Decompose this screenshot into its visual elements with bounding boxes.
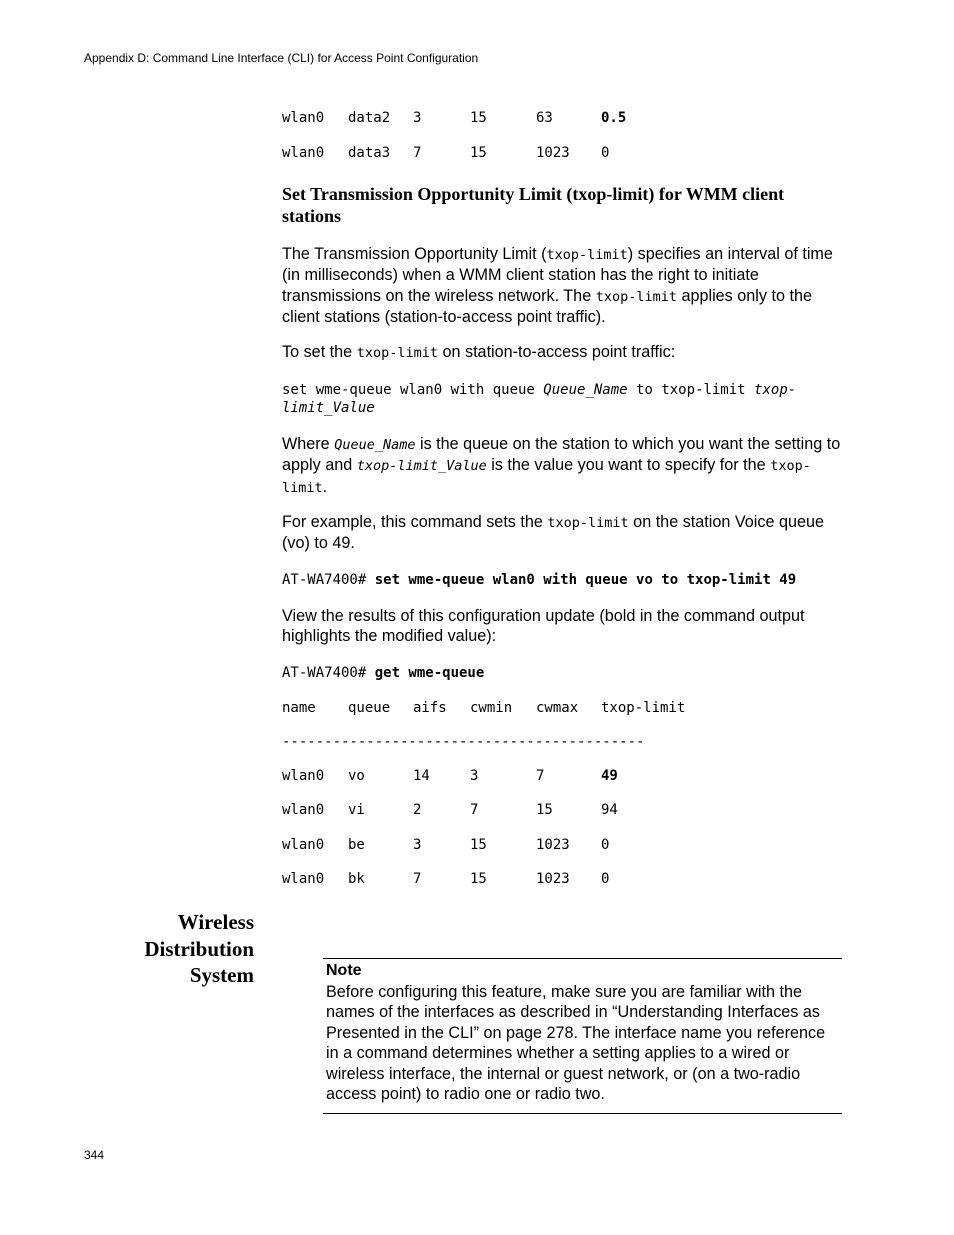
command-example [282, 572, 796, 590]
table-separator: ------------------------------------------- [282, 734, 645, 750]
table-cell: 94 [601, 802, 618, 818]
paragraph-where: Where Queue_Name is the queue on the station to which you want the setting to apply and txop-limit_Value is the value you want to specify for the txop-limit. [282, 435, 841, 496]
table-cell: wlan0 [282, 837, 325, 853]
section-title-line: Wireless [177, 910, 254, 934]
table-cell: 15 [536, 802, 553, 818]
table-cell-highlight: 49 [601, 768, 618, 784]
table-cell: 3 [413, 110, 422, 126]
cli-prompt: AT-WA7400# [282, 665, 375, 681]
paragraph-txop-intro: The Transmission Opportunity Limit (txop-limit) specifies an interval of time (in milliseconds) when a WMM client station has the right to initiate transmissions on the wireless network. The txop-limit applies only to the client stations (station-to-access point traffic). [282, 245, 833, 327]
table-cell: 15 [470, 145, 487, 161]
table-cell: 15 [470, 871, 487, 887]
section-heading-txop: Set Transmission Opportunity Limit (txop-limit) for WMM client stations [282, 184, 785, 226]
table-cell: wlan0 [282, 110, 325, 126]
table-cell: 2 [413, 802, 422, 818]
table-cell: wlan0 [282, 802, 325, 818]
cli-prompt: AT-WA7400# [282, 572, 375, 588]
table-cell: bk [348, 871, 365, 887]
section-title-line: Distribution [144, 936, 254, 961]
table-cell: 7 [413, 145, 422, 161]
table-cell: 0 [601, 145, 610, 161]
table-cell: 14 [413, 768, 430, 784]
section-title-wds [120, 909, 254, 989]
table-cell: 0 [601, 837, 610, 853]
column-header: name [282, 700, 316, 716]
section-title-line: System [189, 963, 254, 987]
column-header: aifs [413, 700, 447, 716]
table-cell: data3 [348, 145, 391, 161]
table-cell: wlan0 [282, 871, 325, 887]
command-syntax: set wme-queue wlan0 with queue Queue_Name to txop-limit txop-limit_Value [282, 382, 797, 416]
cli-command: get wme-queue [374, 665, 485, 681]
paragraph-example: For example, this command sets the txop-limit on the station Voice queue (vo) to 49. [282, 513, 824, 553]
command-get [282, 665, 484, 683]
table-cell: 7 [413, 871, 422, 887]
note-label: Note [326, 962, 362, 979]
column-header: cwmin [470, 700, 513, 716]
table-cell: data2 [348, 110, 391, 126]
table-cell: 7 [536, 768, 545, 784]
table-cell: vi [348, 802, 365, 818]
column-header: txop-limit [601, 700, 686, 716]
table-cell: 3 [470, 768, 479, 784]
cli-command: set wme-queue wlan0 with queue vo to txop-limit 49 [374, 572, 797, 588]
table-cell: 15 [470, 110, 487, 126]
table-cell: be [348, 837, 365, 853]
table-cell: 1023 [536, 837, 570, 853]
column-header: cwmax [536, 700, 579, 716]
table-cell: 0 [601, 871, 610, 887]
page-number: 344 [84, 1148, 105, 1162]
paragraph-view-results: View the results of this configuration update (bold in the command output highlights the modified value): [282, 607, 805, 646]
table-cell: 1023 [536, 145, 570, 161]
note-text: Before configuring this feature, make sure you are familiar with the names of the interfaces as described in “Understanding Interfaces as Presented in the CLI” on page 278. The interface name you reference in a command determines whether a setting applies to a wired or wireless interface, the internal or guest network, or (on a two-radio access point) to radio one or radio two. [326, 983, 826, 1104]
table-cell: 15 [470, 837, 487, 853]
table-cell: 1023 [536, 871, 570, 887]
table-cell: 63 [536, 110, 553, 126]
table-cell: vo [348, 768, 365, 784]
table-cell-highlight: 0.5 [601, 110, 627, 126]
table-cell: wlan0 [282, 145, 325, 161]
note-box [323, 958, 842, 1114]
column-header: queue [348, 700, 391, 716]
table-cell: wlan0 [282, 768, 325, 784]
table-cell: 3 [413, 837, 422, 853]
table-cell: 7 [470, 802, 479, 818]
running-header: Appendix D: Command Line Interface (CLI) for Access Point Configuration [84, 51, 479, 65]
paragraph-to-set: To set the txop-limit on station-to-access point traffic: [282, 343, 676, 361]
